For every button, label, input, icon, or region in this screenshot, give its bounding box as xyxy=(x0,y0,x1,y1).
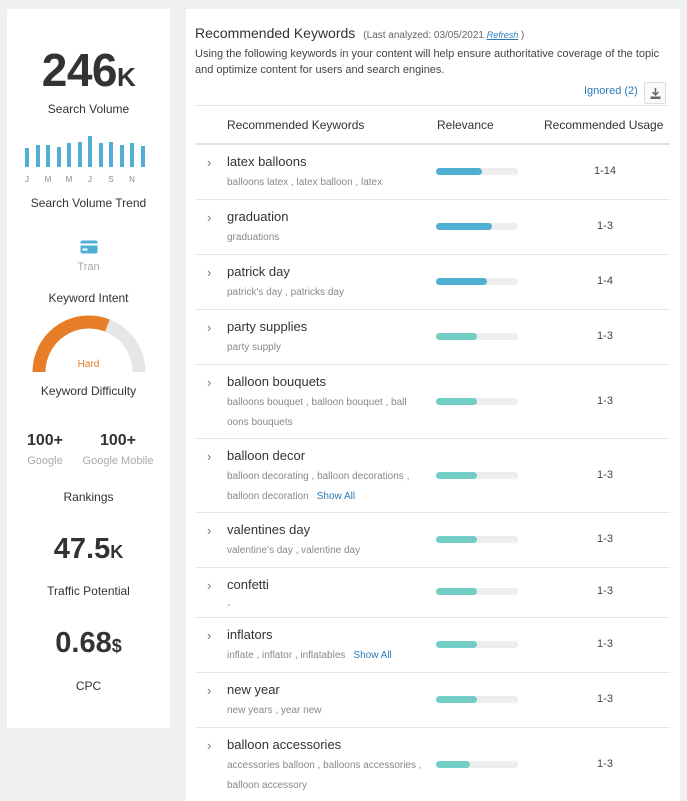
trend-bar xyxy=(120,145,124,167)
trend-bar xyxy=(130,143,134,167)
relevance-bar-fill xyxy=(436,168,482,175)
keyword-row[interactable] xyxy=(195,145,670,200)
google-mobile-ranking-label: Google Mobile xyxy=(82,455,154,467)
google-ranking-label: Google xyxy=(27,455,63,467)
keyword-name: balloon bouquets xyxy=(227,374,327,389)
relevance-bar-fill xyxy=(436,398,477,405)
table-header xyxy=(195,105,670,145)
keyword-row[interactable] xyxy=(195,673,670,728)
trend-bar xyxy=(78,142,82,167)
keyword-variants-text: accessories balloon , balloons accessories , balloon accessory xyxy=(227,760,422,791)
trend-month-label: J xyxy=(88,175,92,184)
trend-month-label: M xyxy=(65,175,73,184)
keyword-row[interactable] xyxy=(195,728,670,801)
keyword-name: party supplies xyxy=(227,319,308,334)
google-mobile-ranking-value: 100+ xyxy=(99,432,137,449)
ignored-link[interactable]: Ignored (2) xyxy=(584,85,638,97)
trend-bar xyxy=(99,143,103,167)
recommended-usage: 1-3 xyxy=(597,220,613,232)
metrics-panel xyxy=(7,9,170,728)
keyword-row[interactable] xyxy=(195,255,670,310)
chevron-right-icon[interactable]: › xyxy=(207,375,212,390)
keyword-variants xyxy=(227,596,430,616)
rankings-label: Rankings xyxy=(63,490,114,504)
chevron-right-icon[interactable]: › xyxy=(207,449,212,464)
keyword-variants xyxy=(227,646,430,666)
keyword-name: valentines day xyxy=(227,522,311,537)
relevance-bar xyxy=(436,398,518,405)
keyword-intent-label: Keyword Intent xyxy=(48,291,129,305)
trend-bar xyxy=(141,146,145,167)
keyword-name: graduation xyxy=(227,209,289,224)
traffic-potential-label: Traffic Potential xyxy=(47,584,130,598)
keyword-variants-text: graduations xyxy=(227,232,280,243)
difficulty-value: Hard xyxy=(77,359,100,370)
relevance-bar-fill xyxy=(436,333,477,340)
chevron-right-icon[interactable]: › xyxy=(207,628,212,643)
last-analyzed: (Last analyzed: 03/05/2021 Refresh ) xyxy=(363,30,525,41)
relevance-bar-fill xyxy=(436,761,470,768)
trend-bar xyxy=(46,145,50,167)
keyword-row[interactable] xyxy=(195,513,670,568)
trend-bar xyxy=(88,136,92,167)
chevron-right-icon[interactable]: › xyxy=(207,683,212,698)
recommended-usage: 1-3 xyxy=(597,758,613,770)
trend-month-labels xyxy=(25,175,151,185)
relevance-bar-fill xyxy=(436,223,492,230)
credit-card-icon xyxy=(80,240,98,259)
relevance-bar xyxy=(436,588,518,595)
trend-bar xyxy=(67,143,71,167)
keyword-name: patrick day xyxy=(227,264,290,279)
keyword-row[interactable] xyxy=(195,618,670,673)
chevron-right-icon[interactable]: › xyxy=(207,523,212,538)
keyword-variants-text: balloons latex , latex balloon , latex xyxy=(227,177,383,188)
traffic-potential-value: 47.5K xyxy=(53,533,124,565)
keyword-variants xyxy=(227,756,430,796)
relevance-bar-fill xyxy=(436,278,487,285)
download-icon xyxy=(650,87,661,105)
relevance-bar-fill xyxy=(436,588,477,595)
show-all-link[interactable]: Show All xyxy=(316,491,356,502)
recommended-usage: 1-3 xyxy=(597,395,613,407)
relevance-bar-fill xyxy=(436,472,477,479)
panel-description: Using the following keywords in your content will help ensure authoritative coverage of the topic and optimize content for users and search engines. xyxy=(195,48,660,76)
cpc-label: CPC xyxy=(75,679,102,693)
keyword-difficulty-label: Keyword Difficulty xyxy=(40,384,137,398)
refresh-link[interactable]: Refresh xyxy=(486,30,519,40)
keyword-variants-text: patrick's day , patricks day xyxy=(227,287,344,298)
keyword-name: latex balloons xyxy=(227,154,307,169)
relevance-bar xyxy=(436,472,518,479)
search-volume-trend-label: Search Volume Trend xyxy=(30,196,147,210)
cpc-value: 0.68$ xyxy=(55,627,122,659)
recommended-usage: 1-3 xyxy=(597,533,613,545)
relevance-bar xyxy=(436,641,518,648)
keyword-variants xyxy=(227,701,430,721)
relevance-bar xyxy=(436,536,518,543)
recommended-usage: 1-3 xyxy=(597,585,613,597)
keyword-variants xyxy=(227,228,430,248)
keyword-variants xyxy=(227,393,430,433)
column-header-keywords[interactable]: Recommended Keywords xyxy=(227,118,365,132)
chevron-right-icon[interactable]: › xyxy=(207,578,212,593)
keyword-variants xyxy=(227,467,430,507)
keyword-variants-text: party supply xyxy=(227,342,281,353)
keyword-row[interactable] xyxy=(195,439,670,513)
relevance-bar xyxy=(436,278,518,285)
keyword-name: confetti xyxy=(227,577,269,592)
chevron-right-icon[interactable]: › xyxy=(207,738,212,753)
relevance-bar xyxy=(436,761,518,768)
relevance-bar-fill xyxy=(436,641,477,648)
search-volume-label: Search Volume xyxy=(47,102,130,116)
recommended-usage: 1-3 xyxy=(597,638,613,650)
relevance-bar xyxy=(436,168,518,175)
panel-header xyxy=(195,25,524,41)
trend-bar xyxy=(109,142,113,167)
trend-bar xyxy=(25,148,29,167)
keyword-variants xyxy=(227,283,430,303)
recommended-keywords-panel xyxy=(186,9,680,801)
show-all-link[interactable]: Show All xyxy=(353,650,392,661)
download-button[interactable] xyxy=(644,82,666,104)
relevance-bar-fill xyxy=(436,696,477,703)
keyword-row[interactable] xyxy=(195,365,670,439)
relevance-bar xyxy=(436,696,518,703)
trend-month-label: M xyxy=(44,175,52,184)
keyword-row[interactable] xyxy=(195,310,670,365)
table-body xyxy=(195,145,670,801)
keyword-variants-text: new years , year new xyxy=(227,705,322,716)
trend-bar xyxy=(57,147,61,167)
column-header-usage[interactable]: Recommended Usage xyxy=(544,118,664,132)
recommended-usage: 1-3 xyxy=(597,330,613,342)
keyword-name: inflators xyxy=(227,627,273,642)
keyword-variants-text: balloons bouquet , balloon bouquet , ball oons bouquets xyxy=(227,397,407,428)
recommended-usage: 1-4 xyxy=(597,275,613,287)
keyword-intent-value: Tran xyxy=(77,261,100,273)
keyword-variants xyxy=(227,541,430,561)
recommended-usage: 1-3 xyxy=(597,469,613,481)
keyword-variants-text: inflate , inflator , inflatables xyxy=(227,650,346,661)
keyword-variants xyxy=(227,173,430,193)
keyword-variants-text: - xyxy=(227,600,231,611)
keyword-name: balloon accessories xyxy=(227,737,342,752)
relevance-bar xyxy=(436,223,518,230)
relevance-bar xyxy=(436,333,518,340)
trend-month-label: N xyxy=(129,175,135,184)
chevron-right-icon[interactable]: › xyxy=(207,155,212,170)
trend-month-label: S xyxy=(108,175,114,184)
keyword-variants-text: balloon decorating , balloon decorations , balloon decoration xyxy=(227,471,410,502)
relevance-bar-fill xyxy=(436,536,477,543)
keyword-row[interactable] xyxy=(195,568,670,618)
search-volume-trend-chart xyxy=(25,135,151,167)
chevron-right-icon[interactable]: › xyxy=(207,265,212,280)
keyword-variants xyxy=(227,338,430,358)
trend-month-label: J xyxy=(25,175,29,184)
search-volume-value: 246K xyxy=(41,44,136,96)
keyword-row[interactable] xyxy=(195,200,670,255)
keyword-name: balloon decor xyxy=(227,448,306,463)
keyword-variants-text: valentine's day , valentine day xyxy=(227,545,361,556)
chevron-right-icon[interactable]: › xyxy=(207,210,212,225)
difficulty-gauge xyxy=(32,315,146,382)
keyword-name: new year xyxy=(227,682,280,697)
keywords-table xyxy=(195,105,670,801)
recommended-usage: 1-3 xyxy=(597,693,613,705)
chevron-right-icon[interactable]: › xyxy=(207,320,212,335)
panel-title: Recommended Keywords xyxy=(195,25,356,41)
column-header-relevance[interactable]: Relevance xyxy=(437,118,494,132)
google-ranking-value: 100+ xyxy=(26,432,64,449)
recommended-usage: 1-14 xyxy=(593,165,617,177)
trend-bar xyxy=(36,145,40,167)
